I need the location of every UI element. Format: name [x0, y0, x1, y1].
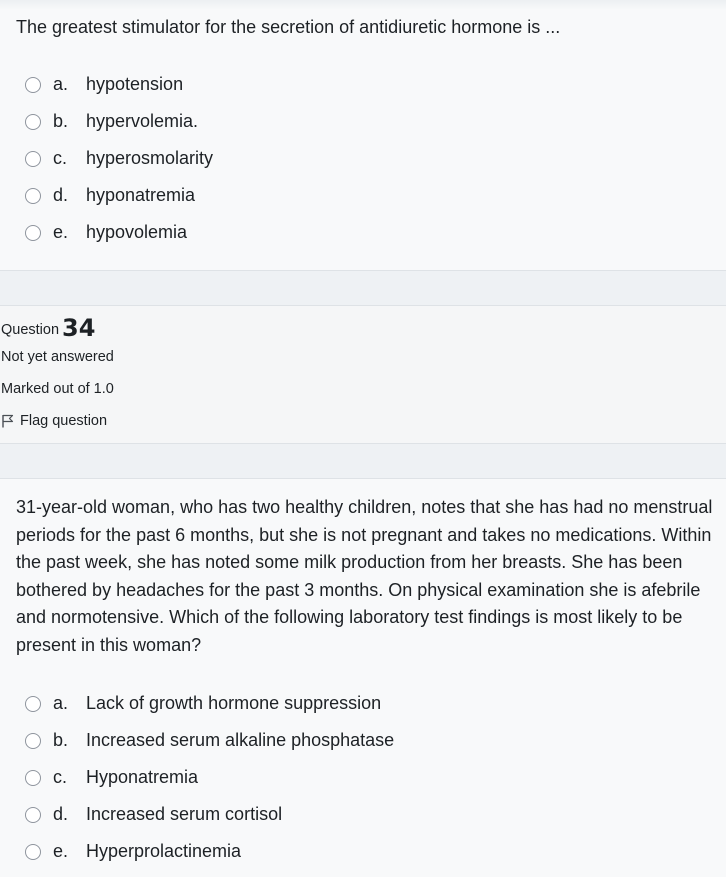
question-grade: Marked out of 1.0 — [1, 381, 114, 397]
answer-letter: d. — [53, 804, 69, 824]
answer-text: hypervolemia. — [86, 111, 199, 131]
question-info-panel — [0, 306, 726, 444]
answer-option-a[interactable] — [25, 685, 394, 722]
answer-text: Hyperprolactinemia — [86, 841, 242, 861]
answer-letter: b. — [53, 111, 69, 131]
flag-question-label: Flag question — [20, 413, 108, 429]
radio-button[interactable] — [25, 188, 41, 204]
answer-letter: c. — [53, 767, 68, 787]
answer-option-e[interactable] — [25, 833, 394, 870]
radio-button[interactable] — [25, 844, 41, 860]
radio-button[interactable] — [25, 770, 41, 786]
radio-button[interactable] — [25, 77, 41, 93]
answer-text: hypotension — [86, 74, 184, 94]
section-divider — [0, 271, 726, 306]
answer-text: Lack of growth hormone suppression — [86, 693, 382, 713]
answer-text: hyponatremia — [86, 185, 196, 205]
answer-text: Hyponatremia — [86, 767, 199, 787]
question-number — [1, 314, 95, 342]
answer-letter: b. — [53, 730, 69, 750]
radio-button[interactable] — [25, 114, 41, 130]
flag-question-link[interactable] — [1, 413, 107, 429]
previous-question-text: The greatest stimulator for the secretion of antidiuretic hormone is ... — [16, 17, 561, 37]
answer-letter: a. — [53, 74, 69, 94]
answer-letter: a. — [53, 693, 69, 713]
answer-option-b[interactable] — [25, 103, 213, 140]
answer-option-b[interactable] — [25, 722, 394, 759]
previous-question-card — [0, 0, 726, 271]
radio-button[interactable] — [25, 807, 41, 823]
answer-letter: e. — [53, 222, 69, 242]
answer-option-a[interactable] — [25, 66, 213, 103]
radio-button[interactable] — [25, 151, 41, 167]
answer-option-e[interactable] — [25, 214, 213, 251]
answer-text: hyperosmolarity — [86, 148, 214, 168]
question-label: Question — [1, 322, 60, 338]
flag-icon — [1, 414, 14, 428]
previous-answer-list — [25, 66, 213, 251]
question-card — [0, 479, 726, 877]
answer-letter: e. — [53, 841, 69, 861]
answer-text: Increased serum alkaline phosphatase — [86, 730, 395, 750]
section-divider — [0, 444, 726, 479]
question-text: 31-year-old woman, who has two healthy children, notes that she has had no menstrual periods for the past 6 months, but she is not pregnant and takes no medications. Within the past week, she has noted some milk production from her breasts. She has been bothered by headaches for the past 3 months. On physical examination she is afebrile and normotensive. Which of the following laboratory test findings is most likely to be present in this woman? — [16, 497, 713, 655]
question-state: Not yet answered — [1, 349, 114, 365]
radio-button[interactable] — [25, 696, 41, 712]
answer-letter: c. — [53, 148, 68, 168]
answer-option-c[interactable] — [25, 759, 394, 796]
answer-letter: d. — [53, 185, 69, 205]
answer-text: Increased serum cortisol — [86, 804, 283, 824]
answer-option-d[interactable] — [25, 177, 213, 214]
top-shade — [0, 0, 726, 10]
answer-text: hypovolemia — [86, 222, 188, 242]
radio-button[interactable] — [25, 733, 41, 749]
answer-list — [25, 685, 394, 870]
question-number-value: 34 — [62, 314, 96, 342]
answer-option-c[interactable] — [25, 140, 213, 177]
radio-button[interactable] — [25, 225, 41, 241]
answer-option-d[interactable] — [25, 796, 394, 833]
